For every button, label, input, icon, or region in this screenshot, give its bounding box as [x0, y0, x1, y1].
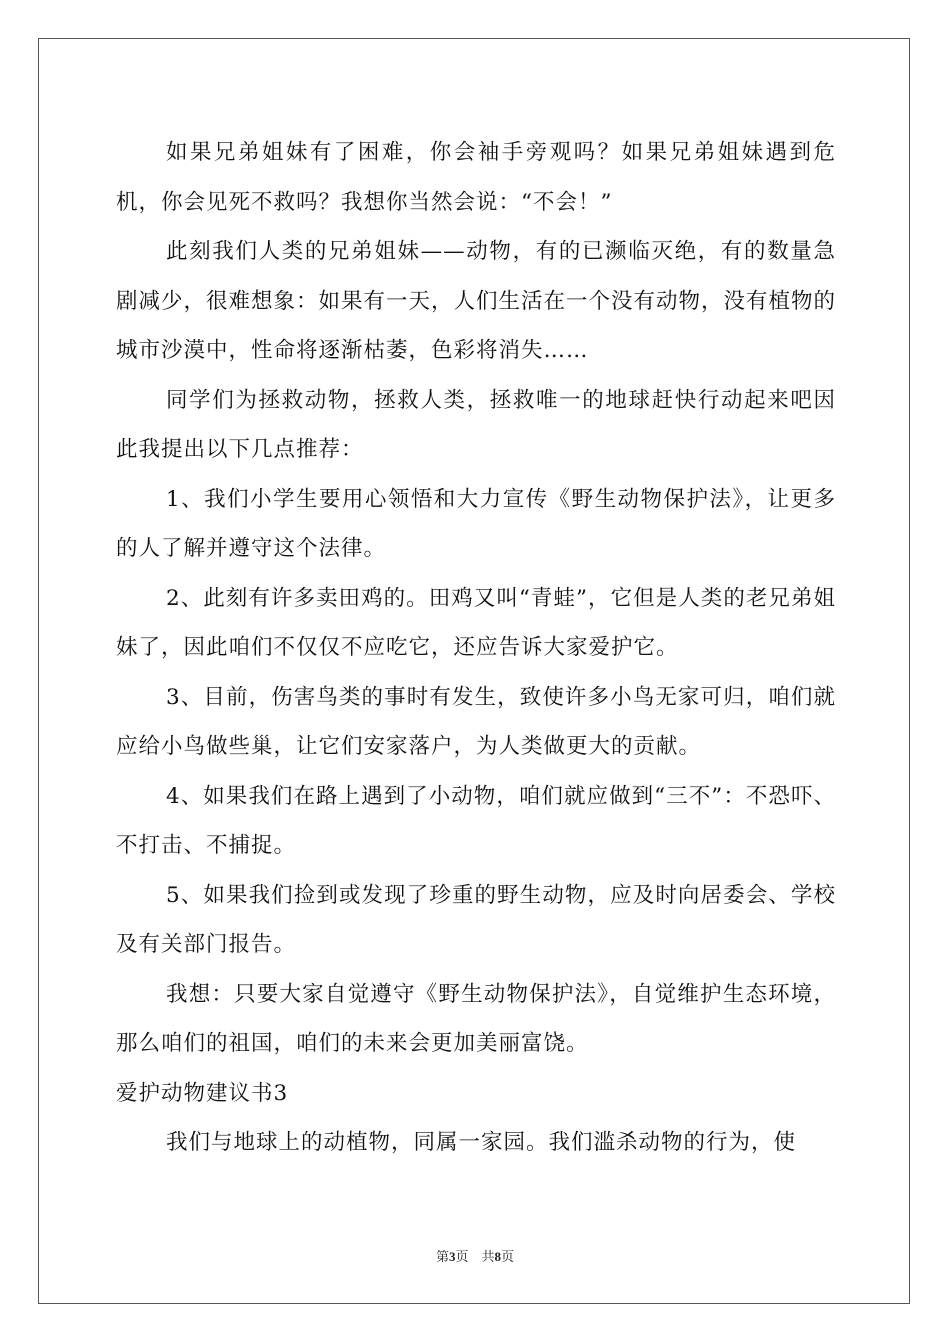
paragraph: 1、我们小学生要用心领悟和大力宣传《野生动物保护法》，让更多的人了解并遵守这个法律。 [116, 486, 836, 561]
paragraph: 3、目前，伤害鸟类的事时有发生，致使许多小鸟无家可归，咱们就应给小鸟做些巢，让它们安家落户，为人类做更大的贡献。 [116, 684, 836, 759]
paragraph: 5、如果我们捡到或发现了珍重的野生动物，应及时向居委会、学校及有关部门报告。 [116, 882, 836, 957]
page-label-suffix: 页 [501, 1250, 515, 1265]
page-footer [0, 1247, 950, 1268]
total-pages: 8 [494, 1249, 501, 1264]
document-body [116, 128, 836, 1168]
paragraph: 我想：只要大家自觉遵守《野生动物保护法》，自觉维护生态环境，那么咱们的祖国，咱们的未来会更加美丽富饶。 [116, 981, 836, 1056]
paragraph: 4、如果我们在路上遇到了小动物，咱们就应做到“三不”：不恐吓、不打击、不捕捉。 [116, 783, 836, 858]
paragraph: 2、此刻有许多卖田鸡的。田鸡又叫“青蛙”，它但是人类的老兄弟姐妹了，因此咱们不仅仅不应吃它，还应告诉大家爱护它。 [116, 585, 836, 660]
paragraph: 同学们为拯救动物，拯救人类，拯救唯一的地球赶快行动起来吧因此我提出以下几点推荐： [116, 387, 836, 462]
page-label-mid: 页 共 [455, 1250, 495, 1265]
page-label-prefix: 第 [435, 1250, 449, 1265]
paragraph: 如果兄弟姐妹有了困难，你会袖手旁观吗？如果兄弟姐妹遇到危机，你会见死不救吗？我想你当然会说：“不会！” [116, 140, 836, 215]
page-number: 3 [448, 1249, 456, 1264]
section-heading: 爱护动物建议书3 [116, 1080, 289, 1106]
paragraph: 此刻我们人类的兄弟姐妹——动物，有的已濒临灭绝，有的数量急剧减少，很难想象：如果有一天，人们生活在一个没有动物，没有植物的城市沙漠中，性命将逐渐枯萎，色彩将消失…… [116, 239, 837, 363]
paragraph: 我们与地球上的动植物，同属一家园。我们滥杀动物的行为，使 [166, 1130, 797, 1155]
